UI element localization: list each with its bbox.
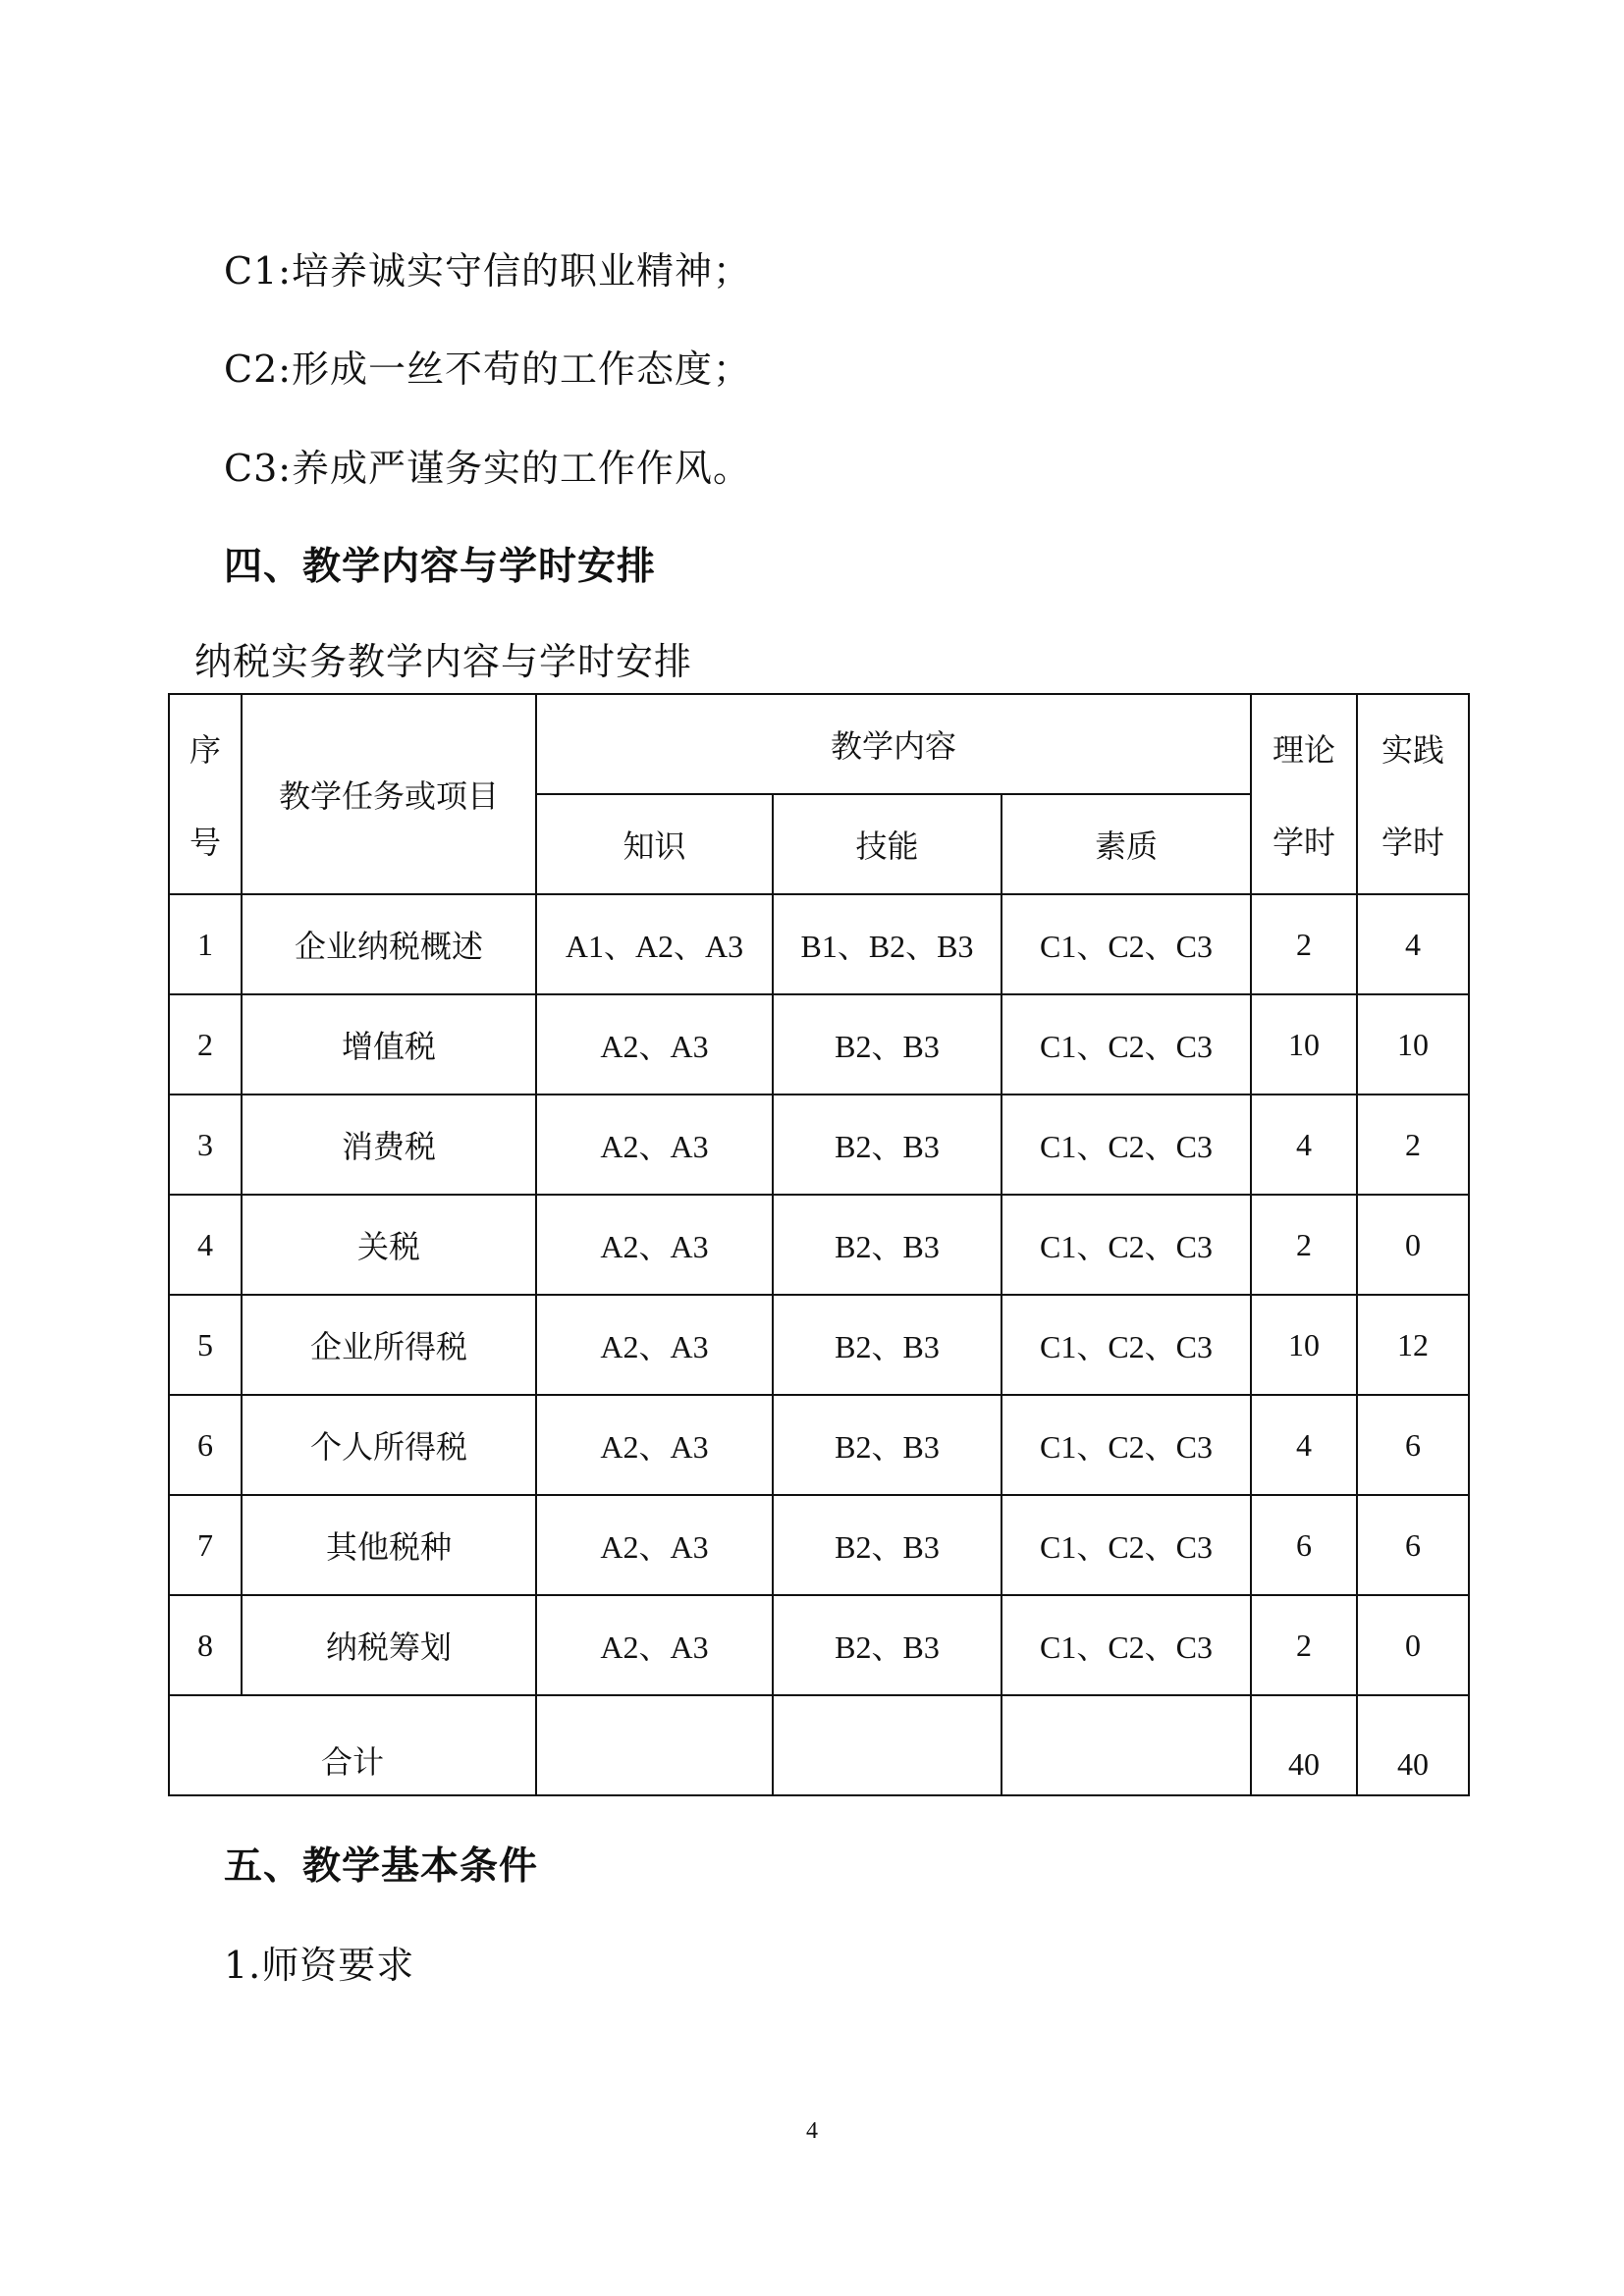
cell-knowledge: A2、A3 — [536, 1295, 773, 1395]
cell-practice: 6 — [1357, 1495, 1469, 1595]
total-label: 合计 — [169, 1695, 536, 1795]
cell-seq: 6 — [169, 1395, 242, 1495]
cell-knowledge: A2、A3 — [536, 1595, 773, 1695]
total-empty-knowledge — [536, 1695, 773, 1795]
table-row — [169, 1095, 1469, 1195]
header-seq-top: 序 — [189, 732, 221, 768]
total-empty-quality — [1001, 1695, 1251, 1795]
cell-knowledge: A2、A3 — [536, 1395, 773, 1495]
header-theory-hours — [1251, 694, 1357, 894]
cell-theory: 2 — [1251, 1195, 1357, 1295]
cell-seq: 7 — [169, 1495, 242, 1595]
cell-theory: 2 — [1251, 1595, 1357, 1695]
cell-practice: 2 — [1357, 1095, 1469, 1195]
section-heading-teaching-content: 四、教学内容与学时安排 — [224, 544, 657, 589]
header-skill: 技能 — [773, 794, 1001, 894]
cell-skill: B1、B2、B3 — [773, 894, 1001, 994]
cell-practice: 12 — [1357, 1295, 1469, 1395]
header-practice-top: 实践 — [1381, 732, 1445, 768]
cell-task: 纳税筹划 — [242, 1595, 536, 1695]
header-theory-bottom: 学时 — [1272, 825, 1336, 860]
header-knowledge: 知识 — [536, 794, 773, 894]
table-row — [169, 1195, 1469, 1295]
cell-theory: 10 — [1251, 1295, 1357, 1395]
cell-skill: B2、B3 — [773, 1195, 1001, 1295]
cell-task: 企业所得税 — [242, 1295, 536, 1395]
cell-skill: B2、B3 — [773, 1595, 1001, 1695]
header-task: 教学任务或项目 — [242, 694, 536, 894]
cell-seq: 3 — [169, 1095, 242, 1195]
header-seq-bottom: 号 — [189, 825, 221, 860]
competency-c1: C1:培养诚实守信的职业精神； — [224, 249, 752, 293]
cell-knowledge: A2、A3 — [536, 1095, 773, 1195]
table-row — [169, 1495, 1469, 1595]
cell-quality: C1、C2、C3 — [1001, 1595, 1251, 1695]
cell-task: 其他税种 — [242, 1495, 536, 1595]
cell-knowledge: A2、A3 — [536, 994, 773, 1095]
cell-seq: 5 — [169, 1295, 242, 1395]
cell-skill: B2、B3 — [773, 1395, 1001, 1495]
cell-practice: 0 — [1357, 1595, 1469, 1695]
section-heading-basic-conditions: 五、教学基本条件 — [224, 1843, 539, 1889]
competency-c3: C3:养成严谨务实的工作作风。 — [224, 447, 752, 490]
cell-practice: 4 — [1357, 894, 1469, 994]
cell-theory: 10 — [1251, 994, 1357, 1095]
cell-quality: C1、C2、C3 — [1001, 1295, 1251, 1395]
table-row — [169, 994, 1469, 1095]
header-practice-bottom: 学时 — [1381, 825, 1445, 860]
table-row — [169, 894, 1469, 994]
cell-quality: C1、C2、C3 — [1001, 1195, 1251, 1295]
cell-seq: 4 — [169, 1195, 242, 1295]
cell-theory: 6 — [1251, 1495, 1357, 1595]
cell-practice: 6 — [1357, 1395, 1469, 1495]
cell-quality: C1、C2、C3 — [1001, 1495, 1251, 1595]
cell-knowledge: A1、A2、A3 — [536, 894, 773, 994]
cell-skill: B2、B3 — [773, 994, 1001, 1095]
total-empty-skill — [773, 1695, 1001, 1795]
competency-c2: C2:形成一丝不苟的工作态度； — [224, 347, 752, 391]
subsection-teacher-requirements: 1.师资要求 — [224, 1944, 415, 1987]
cell-quality: C1、C2、C3 — [1001, 894, 1251, 994]
total-practice: 40 — [1357, 1695, 1469, 1795]
teaching-schedule-table — [168, 693, 1470, 1796]
cell-task: 消费税 — [242, 1095, 536, 1195]
cell-task: 企业纳税概述 — [242, 894, 536, 994]
cell-seq: 8 — [169, 1595, 242, 1695]
table-row — [169, 1295, 1469, 1395]
cell-skill: B2、B3 — [773, 1295, 1001, 1395]
table-row — [169, 1395, 1469, 1495]
cell-practice: 0 — [1357, 1195, 1469, 1295]
cell-quality: C1、C2、C3 — [1001, 1095, 1251, 1195]
header-practice-hours — [1357, 694, 1469, 894]
table-header-row-1 — [169, 694, 1469, 794]
cell-task: 增值税 — [242, 994, 536, 1095]
cell-theory: 4 — [1251, 1095, 1357, 1195]
header-seq — [169, 694, 242, 894]
cell-theory: 4 — [1251, 1395, 1357, 1495]
header-content: 教学内容 — [536, 694, 1251, 794]
page-number: 4 — [806, 2118, 818, 2144]
table-row — [169, 1595, 1469, 1695]
header-theory-top: 理论 — [1272, 732, 1336, 768]
cell-theory: 2 — [1251, 894, 1357, 994]
cell-practice: 10 — [1357, 994, 1469, 1095]
total-theory: 40 — [1251, 1695, 1357, 1795]
cell-knowledge: A2、A3 — [536, 1495, 773, 1595]
cell-seq: 2 — [169, 994, 242, 1095]
cell-quality: C1、C2、C3 — [1001, 994, 1251, 1095]
cell-seq: 1 — [169, 894, 242, 994]
table-caption: 纳税实务教学内容与学时安排 — [194, 640, 693, 683]
cell-knowledge: A2、A3 — [536, 1195, 773, 1295]
cell-task: 个人所得税 — [242, 1395, 536, 1495]
table-total-row — [169, 1695, 1469, 1795]
cell-task: 关税 — [242, 1195, 536, 1295]
cell-skill: B2、B3 — [773, 1495, 1001, 1595]
cell-skill: B2、B3 — [773, 1095, 1001, 1195]
cell-quality: C1、C2、C3 — [1001, 1395, 1251, 1495]
header-quality: 素质 — [1001, 794, 1251, 894]
